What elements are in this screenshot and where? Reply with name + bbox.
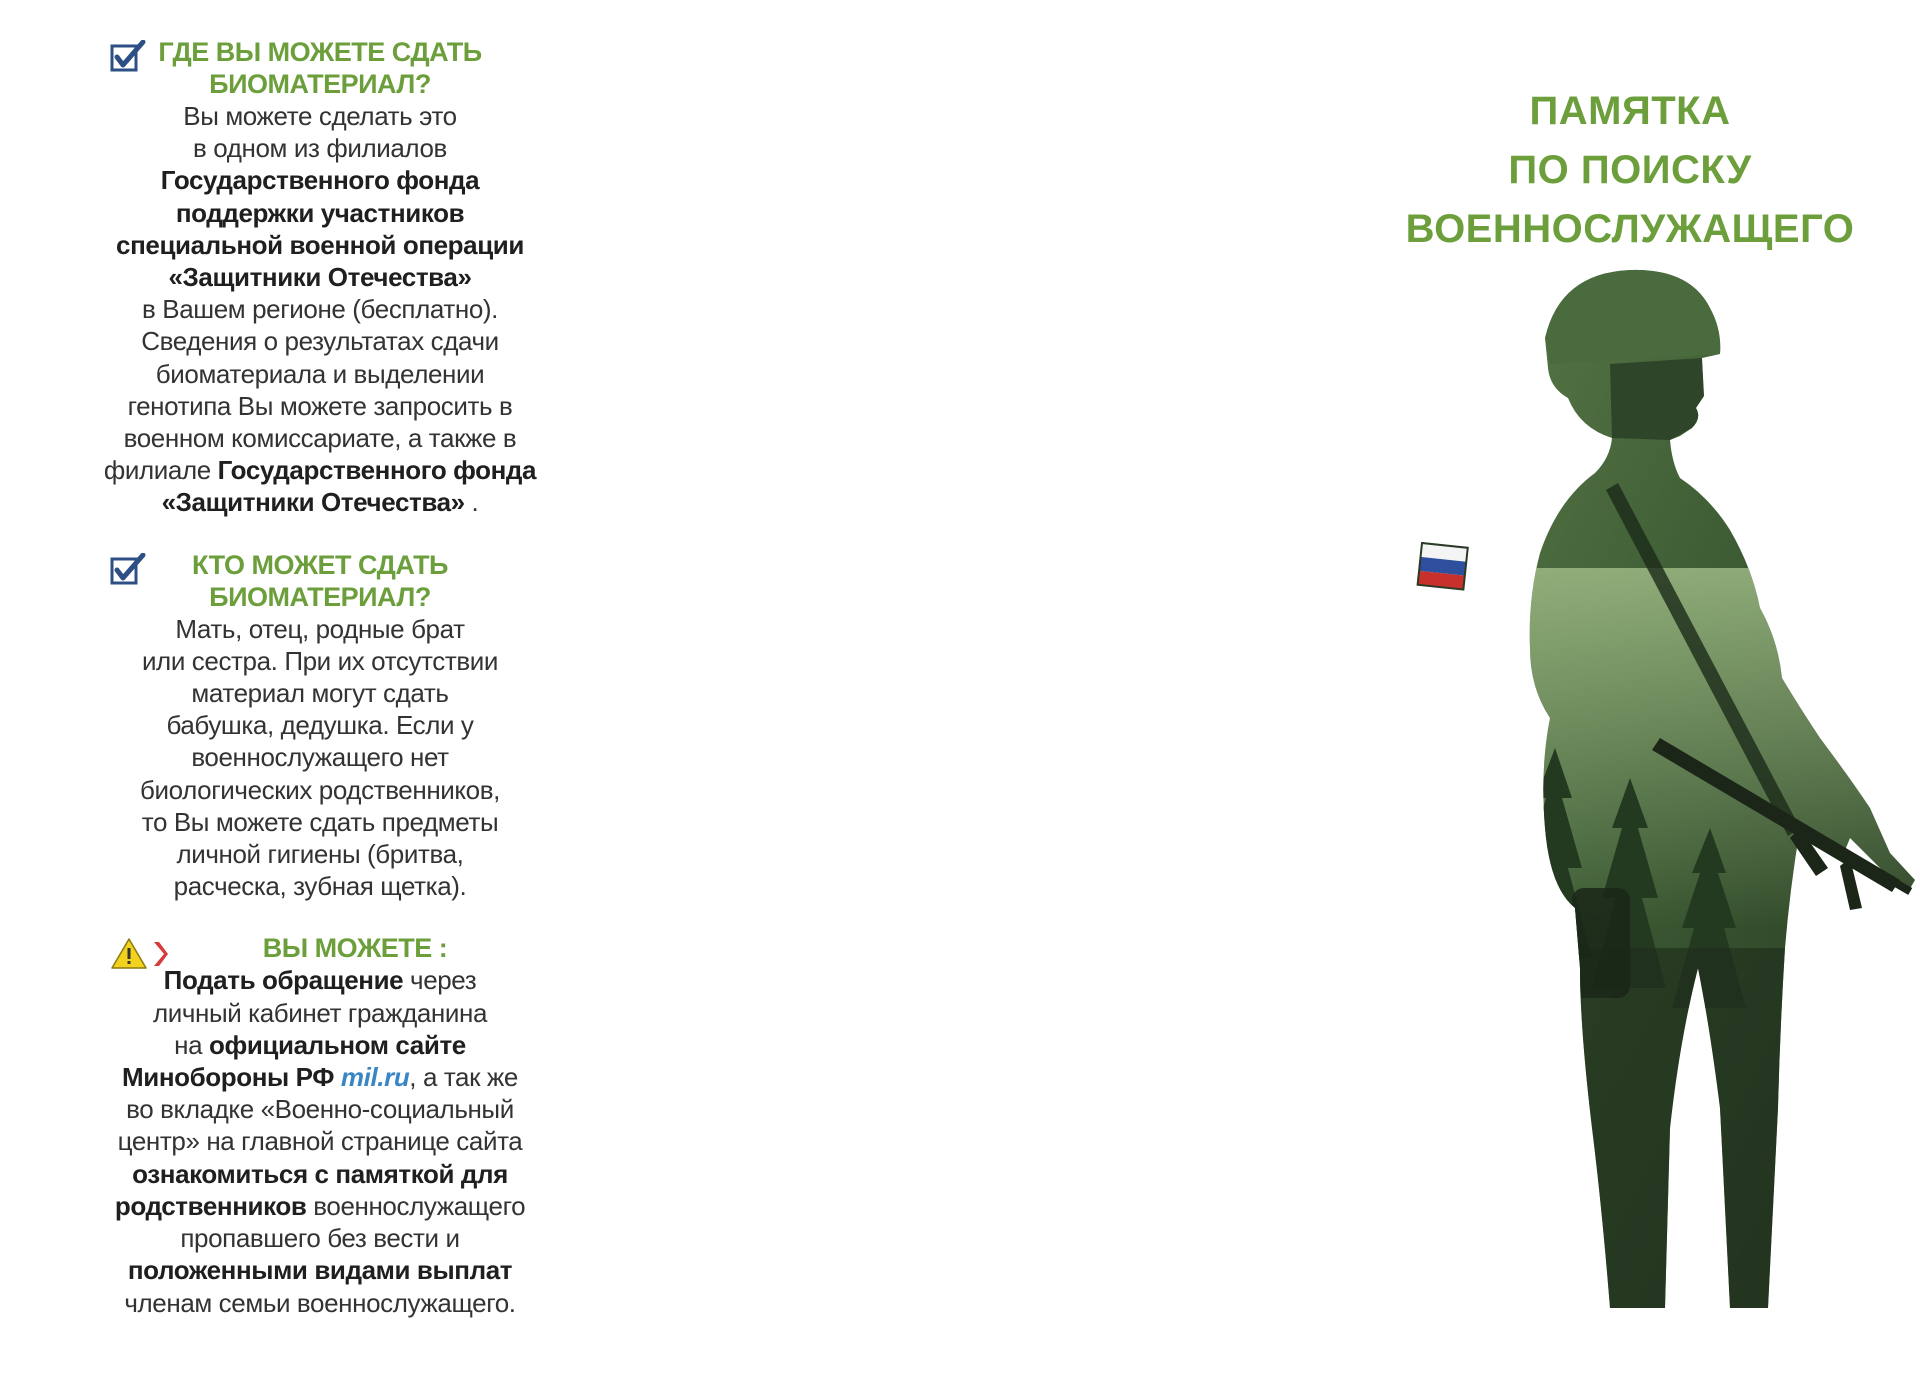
body-line — [40, 164, 600, 196]
body-line — [40, 709, 600, 741]
emphasis-text: положенными видами выплат — [127, 1255, 513, 1286]
section-who — [40, 549, 600, 903]
cover-title-line: ВОЕННОСЛУЖАЩЕГО — [1405, 207, 1855, 251]
emphasis-text: Минобороны РФ — [122, 1062, 341, 1093]
body-line — [40, 1190, 600, 1222]
emphasis-text: специальной военной операции — [116, 229, 524, 260]
body-text-segment: . — [464, 487, 479, 518]
body-line — [40, 997, 600, 1029]
body-text-segment: через — [403, 965, 477, 996]
warning-icon — [110, 936, 174, 977]
body-text-segment: личной гигиены (бритва, — [176, 839, 464, 870]
body-line — [40, 741, 600, 773]
body-text-segment: в одном из филиалов — [193, 133, 447, 164]
body-line — [40, 1061, 600, 1093]
body-line — [40, 261, 600, 293]
section-title-line: КТО МОЖЕТ СДАТЬ — [192, 549, 448, 580]
body-line — [40, 1125, 600, 1157]
section-heading — [40, 932, 600, 964]
body-line — [40, 1029, 600, 1061]
body-text-segment: , а так же — [409, 1062, 518, 1093]
section-title-line: ВЫ МОЖЕТЕ : — [262, 933, 448, 964]
section-body — [40, 100, 600, 519]
body-line — [40, 422, 600, 454]
body-text-segment: военнослужащего нет — [191, 742, 449, 773]
body-line — [40, 774, 600, 806]
cover-title-line: ПАМЯТКА — [1529, 89, 1731, 133]
section-heading — [40, 36, 600, 100]
body-line — [40, 1287, 600, 1319]
body-line — [40, 293, 600, 325]
russian-flag-patch — [1418, 543, 1468, 590]
body-line — [40, 390, 600, 422]
body-text-segment: материал могут сдать — [191, 678, 449, 709]
body-text-segment: то Вы можете сдать предметы — [141, 806, 499, 837]
body-text-segment: личный кабинет гражданина — [152, 997, 488, 1028]
body-line — [40, 100, 600, 132]
body-line — [40, 1158, 600, 1190]
section-where — [40, 36, 600, 519]
left-panel — [40, 36, 600, 1349]
section-title-line: БИОМАТЕРИАЛ? — [209, 581, 431, 612]
body-text-segment: членам семьи военнослужащего. — [124, 1287, 516, 1318]
body-text-segment: центр» на главной странице сайта — [117, 1126, 523, 1157]
emphasis-text: официальном сайте — [208, 1029, 466, 1060]
checkbox-checked-icon — [110, 553, 146, 594]
section-heading — [40, 549, 600, 613]
body-line — [40, 486, 600, 518]
body-line — [40, 806, 600, 838]
body-text-segment: или сестра. При их отсутствии — [141, 645, 499, 676]
soldier-silhouette-illustration — [1380, 268, 1920, 1328]
body-line — [40, 1222, 600, 1254]
emphasis-text: поддержки участников — [175, 197, 465, 228]
emphasis-text: Государственного фонда — [217, 455, 537, 486]
emphasis-text: «Защитники Отечества» — [161, 487, 465, 518]
body-line — [40, 1254, 600, 1286]
body-text-segment: филиале — [103, 455, 218, 486]
body-line — [40, 645, 600, 677]
body-line — [40, 1093, 600, 1125]
body-text-segment: на — [174, 1029, 209, 1060]
body-line — [40, 358, 600, 390]
cover-title — [1380, 82, 1880, 259]
body-text-segment: в Вашем регионе (бесплатно). — [142, 294, 498, 325]
body-text-segment: во вкладке «Военно-социальный — [126, 1094, 514, 1125]
checkbox-checked-icon — [110, 40, 146, 81]
body-text-segment: бабушка, дедушка. Если у — [166, 710, 474, 741]
body-line — [40, 870, 600, 902]
body-text-segment: биологических родственников, — [140, 774, 500, 805]
website-link[interactable]: mil.ru — [340, 1062, 410, 1093]
section-title-line: БИОМАТЕРИАЛ? — [209, 69, 431, 99]
body-line — [40, 229, 600, 261]
emphasis-text: Государственного фонда — [160, 165, 480, 196]
body-line — [40, 197, 600, 229]
body-line — [40, 132, 600, 164]
emphasis-text: родственников — [114, 1190, 307, 1221]
body-text-segment: расческа, зубная щетка). — [173, 871, 467, 902]
body-text-segment: военном комиссариате, а также в — [123, 423, 517, 454]
emphasis-text: «Защитники Отечества» — [168, 262, 472, 293]
section-title-line: ГДЕ ВЫ МОЖЕТЕ СДАТЬ — [158, 37, 482, 67]
body-line — [40, 838, 600, 870]
section-you-can — [40, 932, 600, 1318]
body-line — [40, 677, 600, 709]
emphasis-text: Подать обращение — [163, 965, 404, 996]
cover-title-line: ПО ПОИСКУ — [1508, 148, 1752, 192]
body-text-segment: пропавшего без вести и — [180, 1223, 460, 1254]
body-line — [40, 454, 600, 486]
body-line — [40, 325, 600, 357]
emphasis-text: ознакомиться с памяткой для — [132, 1158, 508, 1189]
body-text-segment: Мать, отец, родные брат — [175, 613, 465, 644]
body-line — [40, 613, 600, 645]
body-text-segment: биоматериала и выделении — [155, 358, 485, 389]
body-text-segment: Сведения о результатах сдачи — [141, 326, 499, 357]
body-text-segment: генотипа Вы можете запросить в — [127, 390, 513, 421]
body-text-segment: Вы можете сделать это — [183, 101, 457, 131]
body-text-segment: военнослужащего — [306, 1190, 526, 1221]
section-body — [40, 964, 600, 1318]
section-body — [40, 613, 600, 903]
